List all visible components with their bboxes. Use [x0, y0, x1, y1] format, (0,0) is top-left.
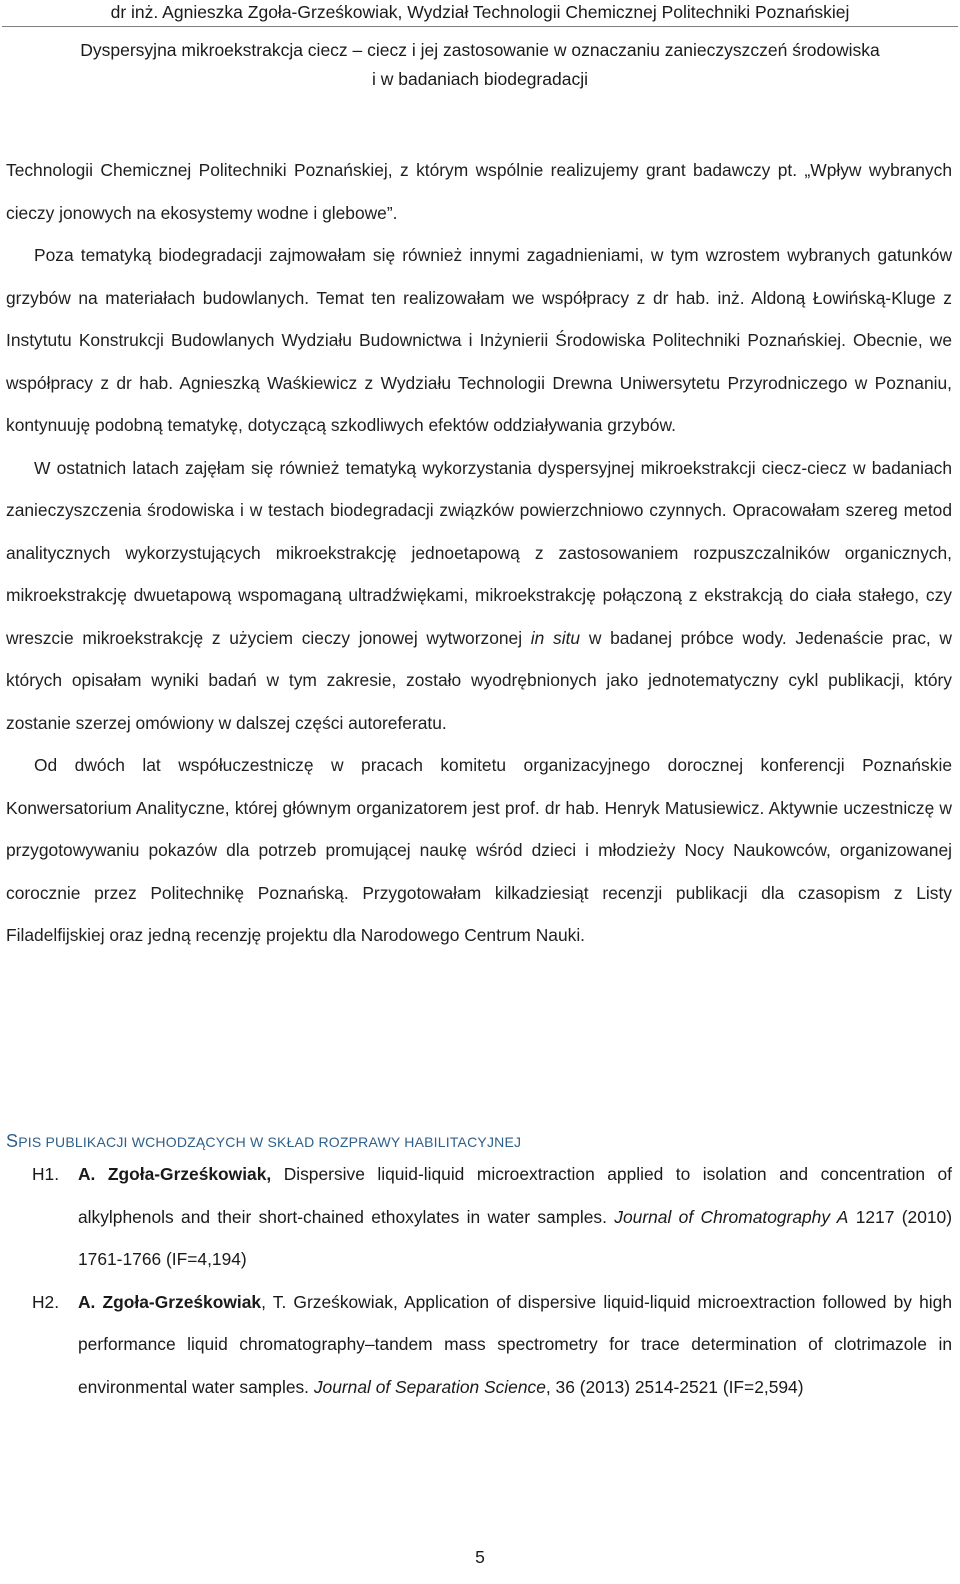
publication-item	[32, 1153, 952, 1281]
publication-author-bold: A. Zgoła-Grześkowiak,	[78, 1164, 272, 1184]
paragraph-1: Technologii Chemicznej Politechniki Poznańskiej, z którym wspólnie realizujemy grant badawczy pt. „Wpływ wybranych cieczy jonowych na ekosystemy wodne i glebowe”.	[6, 160, 952, 223]
publication-author-bold: A. Zgoła-Grześkowiak	[78, 1291, 262, 1312]
section-heading	[6, 1128, 521, 1155]
body-text	[6, 149, 952, 957]
publication-citation	[78, 1153, 952, 1281]
paragraph-4: Od dwóch lat współuczestniczę w pracach komitetu organizacyjnego dorocznej konferencji Poznańskie Konwersatorium Analityczne, której głównym organizatorem jest prof. dr hab. Henryk Matusiewicz. Aktywnie uczestniczę w przygotowywaniu pokazów dla potrzeb promującej naukę wśród dzieci i młodzieży Nocy Naukowców, organizowanej corocznie przez Politechnikę Poznańską. Przygotowałam kilkadziesiąt recenzji publikacji dla czasopism z Listy Filadelfijskiej oraz jedną recenzję projektu dla Narodowego Centrum Nauki.	[6, 755, 952, 945]
publication-item	[32, 1281, 952, 1409]
section-heading-initial: S	[6, 1131, 19, 1151]
publication-journal: Journal of Separation Science	[313, 1376, 546, 1397]
publication-journal: Journal of Chromatography A	[614, 1206, 849, 1227]
publication-number: H1.	[32, 1164, 60, 1184]
page-number: 5	[475, 1547, 485, 1567]
header-divider	[2, 26, 958, 27]
paragraph-3-part-b: w badanej próbce wody. Jedenaście prac, w których opisałam wyniki badań w tym zakresie, zostało wyodrębnionych jako jednotematyczny cykl publikacji, który zostanie szerzej omówiony w dalszej części autoreferatu.	[6, 627, 952, 733]
publication-number: H2.	[32, 1291, 60, 1312]
header-title-line-1: Dyspersyjna mikroekstrakcja ciecz – ciecz i jej zastosowanie w oznaczaniu zanieczyszczeń środowiska	[80, 40, 880, 60]
section-heading-rest: PIS PUBLIKACJI WCHODZĄCYCH W SKŁAD ROZPRAWY HABILITACYJNEJ	[18, 1134, 522, 1150]
paragraph-2: Poza tematyką biodegradacji zajmowałam się również innymi zagadnieniami, w tym wzrostem wybranych gatunków grzybów na materiałach budowlanych. Temat ten realizowałam we współpracy z dr hab. inż. Aldoną Łowińską-Kluge z Instytutu Konstrukcji Budowlanych Wydziału Budownictwa i Inżynierii Środowiska Politechniki Poznańskiej. Obecnie, we współpracy z dr hab. Agnieszką Waśkiewicz z Wydziału Technologii Drewna Uniwersytetu Przyrodniczego w Poznaniu, kontynuuję podobną tematykę, dotyczącą szkodliwych efektów oddziaływania grzybów.	[6, 245, 952, 435]
publication-authors-rest: , T. Grześkowiak,	[261, 1291, 398, 1312]
publication-citation	[78, 1281, 952, 1409]
header-title	[0, 36, 960, 94]
paragraph-3-italic: in situ	[530, 627, 581, 648]
publication-list	[32, 1153, 952, 1408]
paragraph-3	[6, 447, 952, 745]
publication-title: Application of dispersive liquid-liquid microextraction followed by high performance liquid chromatography–tandem mass spectrometry for trace determination of clotrimazole in environmental water samples.	[78, 1291, 953, 1397]
header-author-line: dr inż. Agnieszka Zgoła-Grześkowiak, Wydział Technologii Chemicznej Politechniki Poznańskiej	[110, 2, 850, 22]
publication-title: Dispersive liquid-liquid microextraction applied to isolation and concentration of alkylphenols and their short-chained ethoxylates in water samples.	[78, 1164, 952, 1227]
header-title-line-2: i w badaniach biodegradacji	[372, 69, 588, 89]
paragraph-3-part-a: W ostatnich latach zajęłam się również tematyką wykorzystania dyspersyjnej mikroekstrakcji ciecz-ciecz w badaniach zanieczyszczenia środowiska i w testach biodegradacji związków powierzchniowo czynnych. Opracowałam szereg metod analitycznych wykorzystujących mikroekstrakcję jednoetapową z zastosowaniem rozpuszczalników organicznych, mikroekstrakcję dwuetapową wspomaganą ultradźwiękami, mikroekstrakcję połączoną z ekstrakcją do ciała stałego, czy wreszcie mikroekstrakcję z użyciem cieczy jonowej wytworzonej	[6, 457, 952, 648]
publication-details: , 36 (2013) 2514-2521 (IF=2,594)	[545, 1376, 804, 1397]
publication-details: 1217 (2010) 1761-1766 (IF=4,194)	[78, 1206, 953, 1269]
